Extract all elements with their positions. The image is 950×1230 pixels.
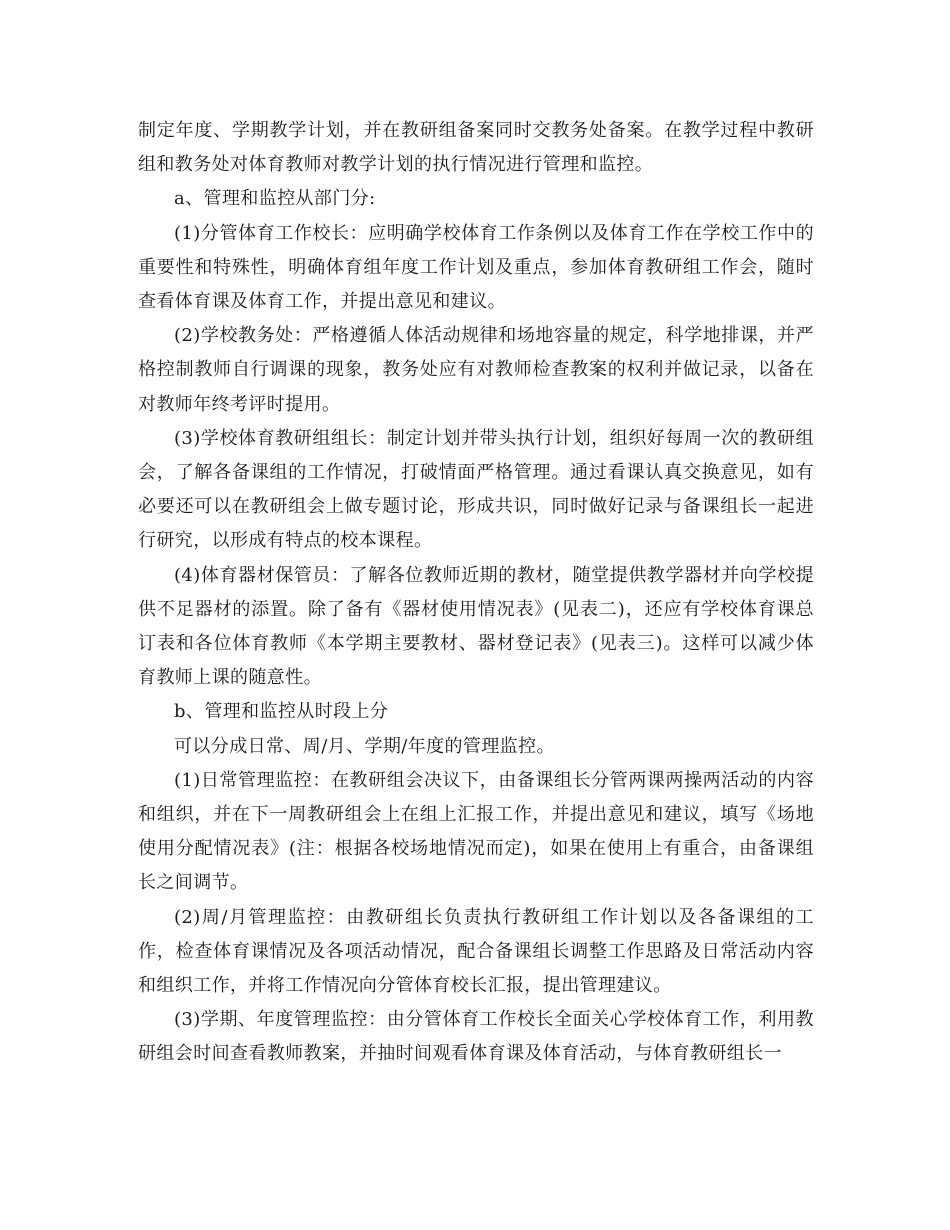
document-body — [138, 114, 814, 1072]
paragraph-item-2-academic-office: (2)学校教务处：严格遵循人体活动规律和场地容量的规定，科学地排课，并严格控制教师自行调课的现象，教务处应有对教师检查教案的权利并做记录，以备在对教师年终考评时提用。 — [138, 325, 814, 415]
paragraph-section-b-intro: 可以分成日常、周/月、学期/年度的管理监控。 — [174, 735, 555, 757]
paragraph-item-3-group-leader: (3)学校体育教研组组长：制定计划并带头执行计划，组织好每周一次的教研组会，了解各备课组的工作情况，打破情面严格管理。通过看课认真交换意见，如有必要还可以在教研组会上做专题讨论，形成共识，同时做好记录与备课组长一起进行研究，以形成有特点的校本课程。 — [138, 427, 814, 552]
paragraph-section-b-heading: b、管理和监控从时段上分 — [174, 701, 389, 723]
paragraph-item-4-equipment-keeper: (4)体育器材保管员：了解各位教师近期的教材，随堂提供教学器材并向学校提供不足器材的添置。除了备有《器材使用情况表》(见表二)，还应有学校体育课总订表和各位体育教师《本学期主要教材、器材登记表》(见表三)。这样可以减少体育教师上课的随意性。 — [138, 564, 814, 689]
paragraph-section-a-heading: a、管理和监控从部门分: — [174, 188, 376, 210]
paragraph-weekly-monthly-monitoring: (2)周/月管理监控：由教研组长负责执行教研组工作计划以及各备课组的工作，检查体育课情况及各项活动情况，配合备课组长调整工作思路及日常活动内容和组织工作，并将工作情况向分管体育校长汇报，提出管理建议。 — [138, 906, 814, 997]
paragraph-daily-monitoring: (1)日常管理监控：在教研组会决议下，由备课组长分管两课两操两活动的内容和组织，并在下一周教研组会上在组上汇报工作，并提出意见和建议，填写《场地使用分配情况表》(注：根据各校场地情况而定)，如果在使用上有重合，由备课组长之间调节。 — [138, 769, 814, 894]
paragraph-continuation: 制定年度、学期教学计划，并在教研组备案同时交教务处备案。在教学过程中教研组和教务处对体育教师对教学计划的执行情况进行管理和监控。 — [138, 120, 814, 176]
paragraph-term-annual-monitoring: (3)学期、年度管理监控：由分管体育工作校长全面关心学校体育工作，利用教研组会时间查看教师教案，并抽时间观看体育课及体育活动，与体育教研组长一 — [138, 1009, 814, 1065]
paragraph-item-1-principal: (1)分管体育工作校长：应明确学校体育工作条例以及体育工作在学校工作中的重要性和特殊性，明确体育组年度工作计划及重点，参加体育教研组工作会，随时查看体育课及体育工作，并提出意见和建议。 — [138, 222, 814, 313]
